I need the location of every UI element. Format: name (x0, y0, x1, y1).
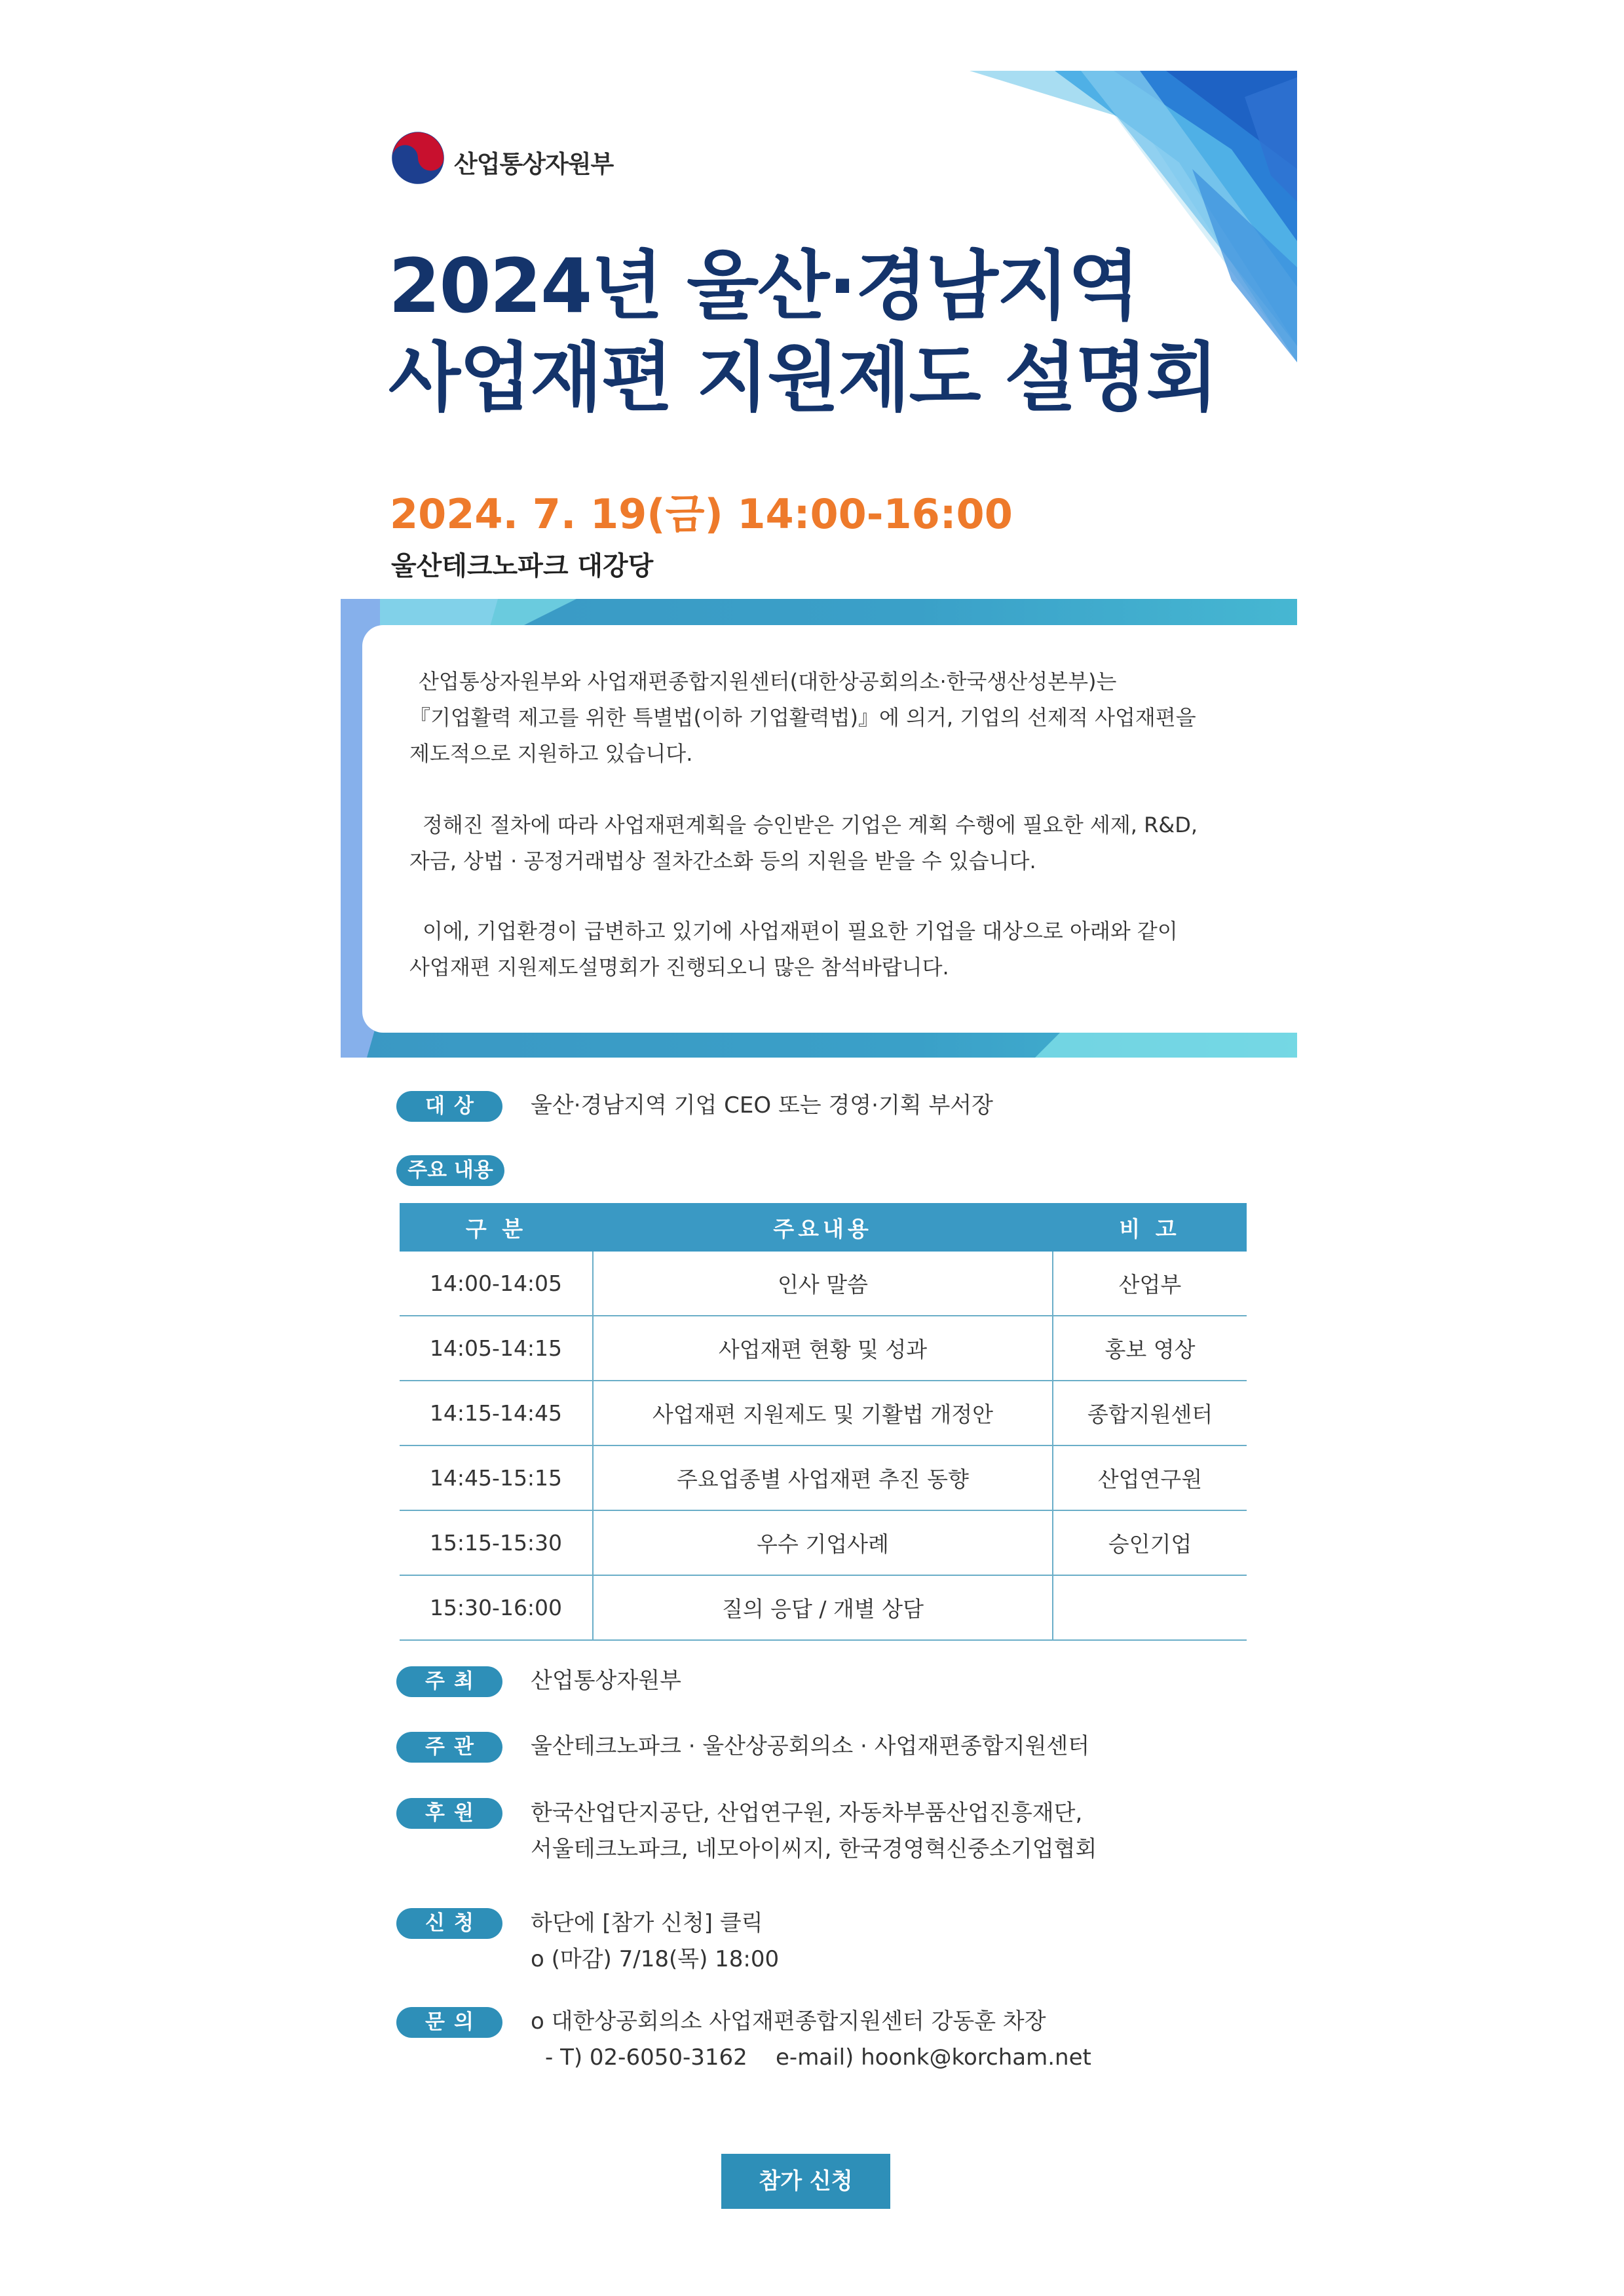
table-row (400, 1445, 1247, 1510)
apply-deadline: o (마감) 7/18(목) 18:00 (531, 1946, 780, 1972)
table-row (400, 1252, 1247, 1316)
page-title-line-1: 2024년 울산·경남지역 (388, 242, 1139, 330)
row-time: 15:15-15:30 (400, 1510, 593, 1575)
sponsor-text (531, 1795, 1097, 1867)
row-content: 인사 말씀 (593, 1252, 1053, 1316)
organizer-label: 주관 (396, 1732, 502, 1763)
table-row (400, 1316, 1247, 1381)
intro-line: 산업통상자원부와 사업재편종합지원센터(대한상공회의소·한국생산성본부)는 (419, 669, 1117, 694)
intro-line: 정해진 절차에 따라 사업재편계획을 승인받은 기업은 계획 수행에 필요한 세제, R&D, (423, 813, 1198, 837)
inquiry-line-1: o 대한상공회의소 사업재편종합지원센터 강동훈 차장 (531, 2008, 1046, 2035)
table-row (400, 1575, 1247, 1640)
row-content: 주요업종별 사업재편 추진 동향 (593, 1445, 1053, 1510)
taeguk-logo-icon (391, 131, 445, 185)
host-text: 산업통상자원부 (531, 1668, 681, 1694)
row-content: 우수 기업사례 (593, 1510, 1053, 1575)
apply-button[interactable]: 참가 신청 (721, 2154, 890, 2209)
intro-line: 『기업활력 제고를 위한 특별법(이하 기업활력법)』에 의거, 기업의 선제적 사업재편을 (409, 705, 1196, 730)
row-time: 15:30-16:00 (400, 1575, 593, 1640)
row-note: 산업연구원 (1053, 1445, 1247, 1510)
apply-label: 신청 (396, 1908, 502, 1939)
target-text: 울산·경남지역 기업 CEO 또는 경영·기획 부서장 (531, 1092, 993, 1119)
contents-label: 주요 내용 (396, 1155, 504, 1186)
row-time: 14:15-14:45 (400, 1381, 593, 1445)
row-content: 사업재편 현황 및 성과 (593, 1316, 1053, 1381)
intro-paragraph-2 (409, 807, 1261, 879)
apply-line-1: 하단에 [참가 신청] 클릭 (531, 1910, 763, 1936)
ministry-name: 산업통상자원부 (454, 150, 614, 178)
inquiry-contact: - T) 02-6050-3162 e-mail) hoonk@korcham.net (545, 2044, 1091, 2071)
intro-line: 자금, 상법 · 공정거래법상 절차간소화 등의 지원을 받을 수 있습니다. (409, 849, 1036, 873)
page-title-line-2: 사업재편 지원제도 설명회 (388, 334, 1217, 421)
inquiry-label: 문의 (396, 2007, 502, 2038)
row-note: 종합지원센터 (1053, 1381, 1247, 1445)
row-time: 14:05-14:15 (400, 1316, 593, 1381)
row-note: 승인기업 (1053, 1510, 1247, 1575)
organizer-text: 울산테크노파크 · 울산상공회의소 · 사업재편종합지원센터 (531, 1733, 1090, 1759)
intro-line: 제도적으로 지원하고 있습니다. (409, 741, 693, 766)
table-row (400, 1381, 1247, 1445)
schedule-table (400, 1203, 1247, 1641)
sponsor-line-1: 한국산업단지공단, 산업연구원, 자동차부품산업진흥재단, (531, 1800, 1083, 1826)
header-time: 구 분 (400, 1203, 593, 1252)
intro-line: 이에, 기업환경이 급변하고 있기에 사업재편이 필요한 기업을 대상으로 아래와 같이 (423, 919, 1178, 944)
header-note: 비 고 (1053, 1203, 1247, 1252)
event-venue: 울산테크노파크 대강당 (391, 551, 654, 581)
host-label: 주최 (396, 1666, 502, 1697)
event-date: 2024. 7. 19(금) 14:00-16:00 (390, 490, 1013, 538)
row-note: 홍보 영상 (1053, 1316, 1247, 1381)
sponsor-label: 후원 (396, 1798, 502, 1829)
inquiry-text (531, 2004, 1091, 2076)
table-header-row (400, 1203, 1247, 1252)
row-time: 14:45-15:15 (400, 1445, 593, 1510)
row-time: 14:00-14:05 (400, 1252, 593, 1316)
row-content: 질의 응답 / 개별 상담 (593, 1575, 1053, 1640)
row-note (1053, 1575, 1247, 1640)
header-content: 주요내용 (593, 1203, 1053, 1252)
row-content: 사업재편 지원제도 및 기활법 개정안 (593, 1381, 1053, 1445)
intro-paragraph-3 (409, 913, 1261, 985)
intro-paragraph-1 (409, 664, 1261, 772)
apply-text (531, 1905, 779, 1978)
table-row (400, 1510, 1247, 1575)
sponsor-line-2: 서울테크노파크, 네모아이씨지, 한국경영혁신중소기업협회 (531, 1836, 1097, 1862)
intro-line: 사업재편 지원제도설명회가 진행되오니 많은 참석바랍니다. (409, 955, 949, 980)
row-note: 산업부 (1053, 1252, 1247, 1316)
target-label: 대상 (396, 1091, 502, 1122)
